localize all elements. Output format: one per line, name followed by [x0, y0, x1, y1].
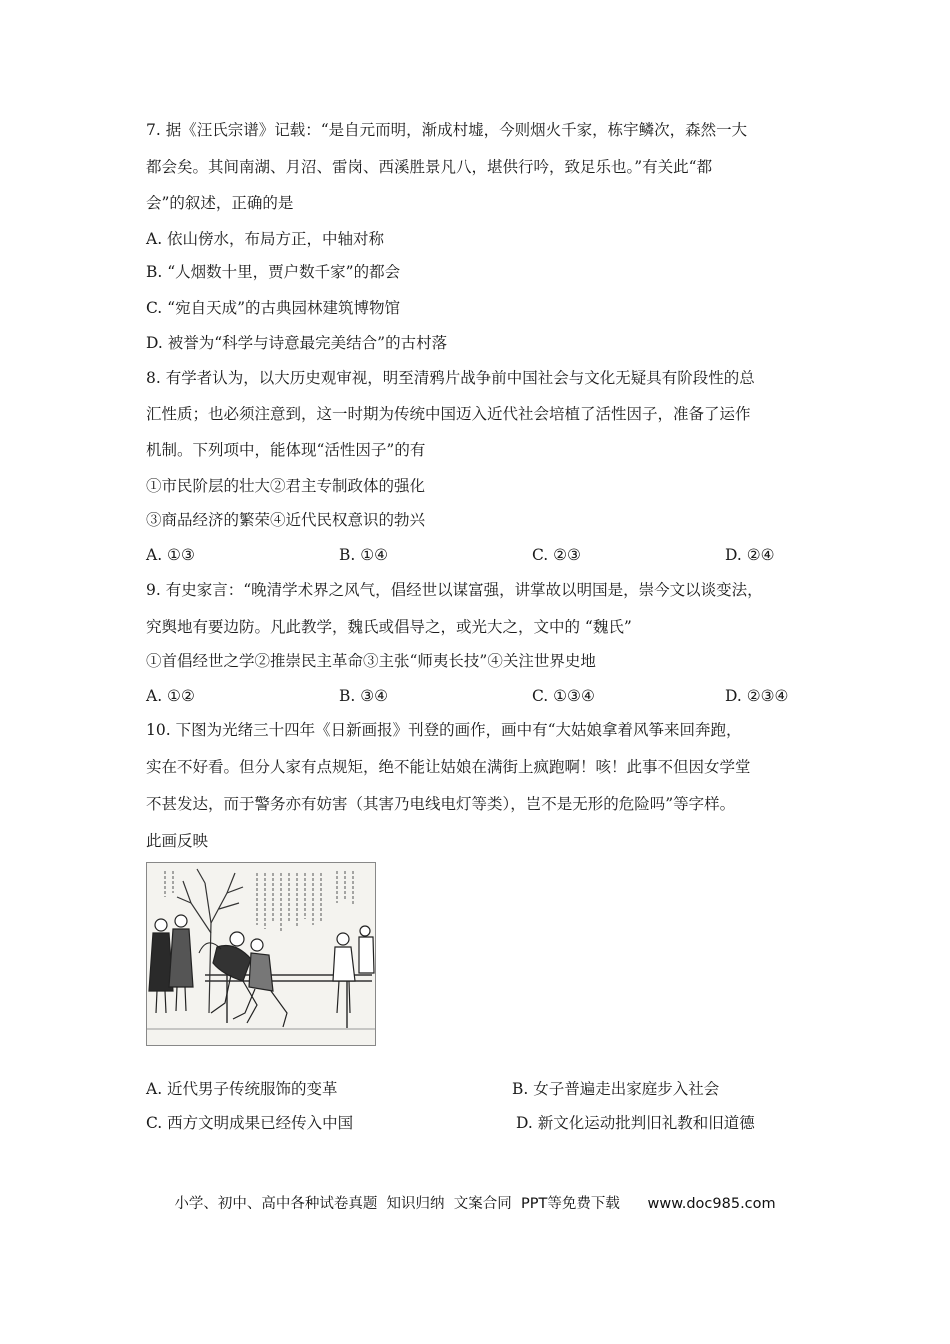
q8-option-c: C. ②③ [532, 546, 581, 564]
q8-option-d: D. ②④ [725, 546, 775, 564]
q7-option-c: C. “宛自天成”的古典园林建筑博物馆 [146, 299, 401, 317]
q10-stem-line-4: 此画反映 [146, 832, 209, 850]
footer-text: 小学、初中、高中各种试卷真题 知识归纳 文案合同 PPT等免费下载 [174, 1196, 620, 1212]
q9-option-c: C. ①③④ [532, 687, 595, 705]
q9-stem-line-1: 9. 有史家言：“晚清学术界之风气，倡经世以谋富强，讲掌故以明国是，崇今文以谈变法， [146, 581, 763, 599]
q10-stem-line-1: 10. 下图为光绪三十四年《日新画报》刊登的画作，画中有“大姑娘拿着风筝来回奔跑， [146, 721, 742, 739]
q8-option-b: B. ①④ [339, 546, 389, 564]
q9-stem-line-2: 究舆地有要边防。凡此教学，魏氏或倡导之，或光大之，文中的 “魏氏” [146, 618, 632, 636]
q7-option-a: A. 依山傍水，布局方正，中轴对称 [146, 230, 385, 248]
q7-stem-line-1: 7. 据《汪氏宗谱》记载：“是自元而明，渐成村墟，今则烟火千家，栋宇鳞次，森然一大 [146, 121, 748, 139]
q8-stem-line-2: 汇性质；也必须注意到，这一时期为传统中国迈入近代社会培植了活性因子，准备了运作 [146, 405, 751, 423]
footer-url[interactable]: www.doc985.com [647, 1196, 776, 1212]
q7-stem-line-3: 会”的叙述，正确的是 [146, 194, 294, 212]
q9-items-line: ①首倡经世之学②推崇民主革命③主张“师夷长技”④关注世界史地 [146, 652, 596, 670]
q10-stem-line-3: 不甚发达，而于警务亦有妨害（其害乃电线电灯等类），岂不是无形的危险吗”等字样。 [146, 795, 736, 813]
q9-option-d: D. ②③④ [725, 687, 789, 705]
q8-stem-line-3: 机制。下列项中，能体现“活性因子”的有 [146, 441, 426, 459]
q10-option-c: C. 西方文明成果已经传入中国 [146, 1114, 354, 1132]
q10-stem-line-2: 实在不好看。但分人家有点规矩，绝不能让姑娘在满街上疯跑啊！咳！此事不但因女学堂 [146, 758, 751, 776]
q8-items-line-2: ③商品经济的繁荣④近代民权意识的勃兴 [146, 511, 426, 529]
q7-option-d: D. 被誉为“科学与诗意最完美结合”的古村落 [146, 334, 448, 352]
q7-option-b: B. “人烟数十里，贾户数千家”的都会 [146, 263, 401, 281]
q7-stem-line-2: 都会矣。其间南湖、月沼、雷岗、西溪胜景凡八，堪供行吟，致足乐也。”有关此“都 [146, 158, 713, 176]
q10-option-b: B. 女子普遍走出家庭步入社会 [512, 1080, 720, 1098]
q10-option-a: A. 近代男子传统服饰的变革 [146, 1080, 338, 1098]
q8-stem-line-1: 8. 有学者认为，以大历史观审视，明至清鸦片战争前中国社会与文化无疑具有阶段性的总 [146, 369, 755, 387]
q9-option-a: A. ①② [146, 687, 195, 705]
q8-items-line-1: ①市民阶层的壮大②君主专制政体的强化 [146, 477, 426, 495]
q8-option-a: A. ①③ [146, 546, 195, 564]
page-footer [0, 1192, 950, 1213]
q10-option-d: D. 新文化运动批判旧礼教和旧道德 [516, 1114, 755, 1132]
q9-option-b: B. ③④ [339, 687, 389, 705]
newspaper-illustration [146, 862, 376, 1046]
